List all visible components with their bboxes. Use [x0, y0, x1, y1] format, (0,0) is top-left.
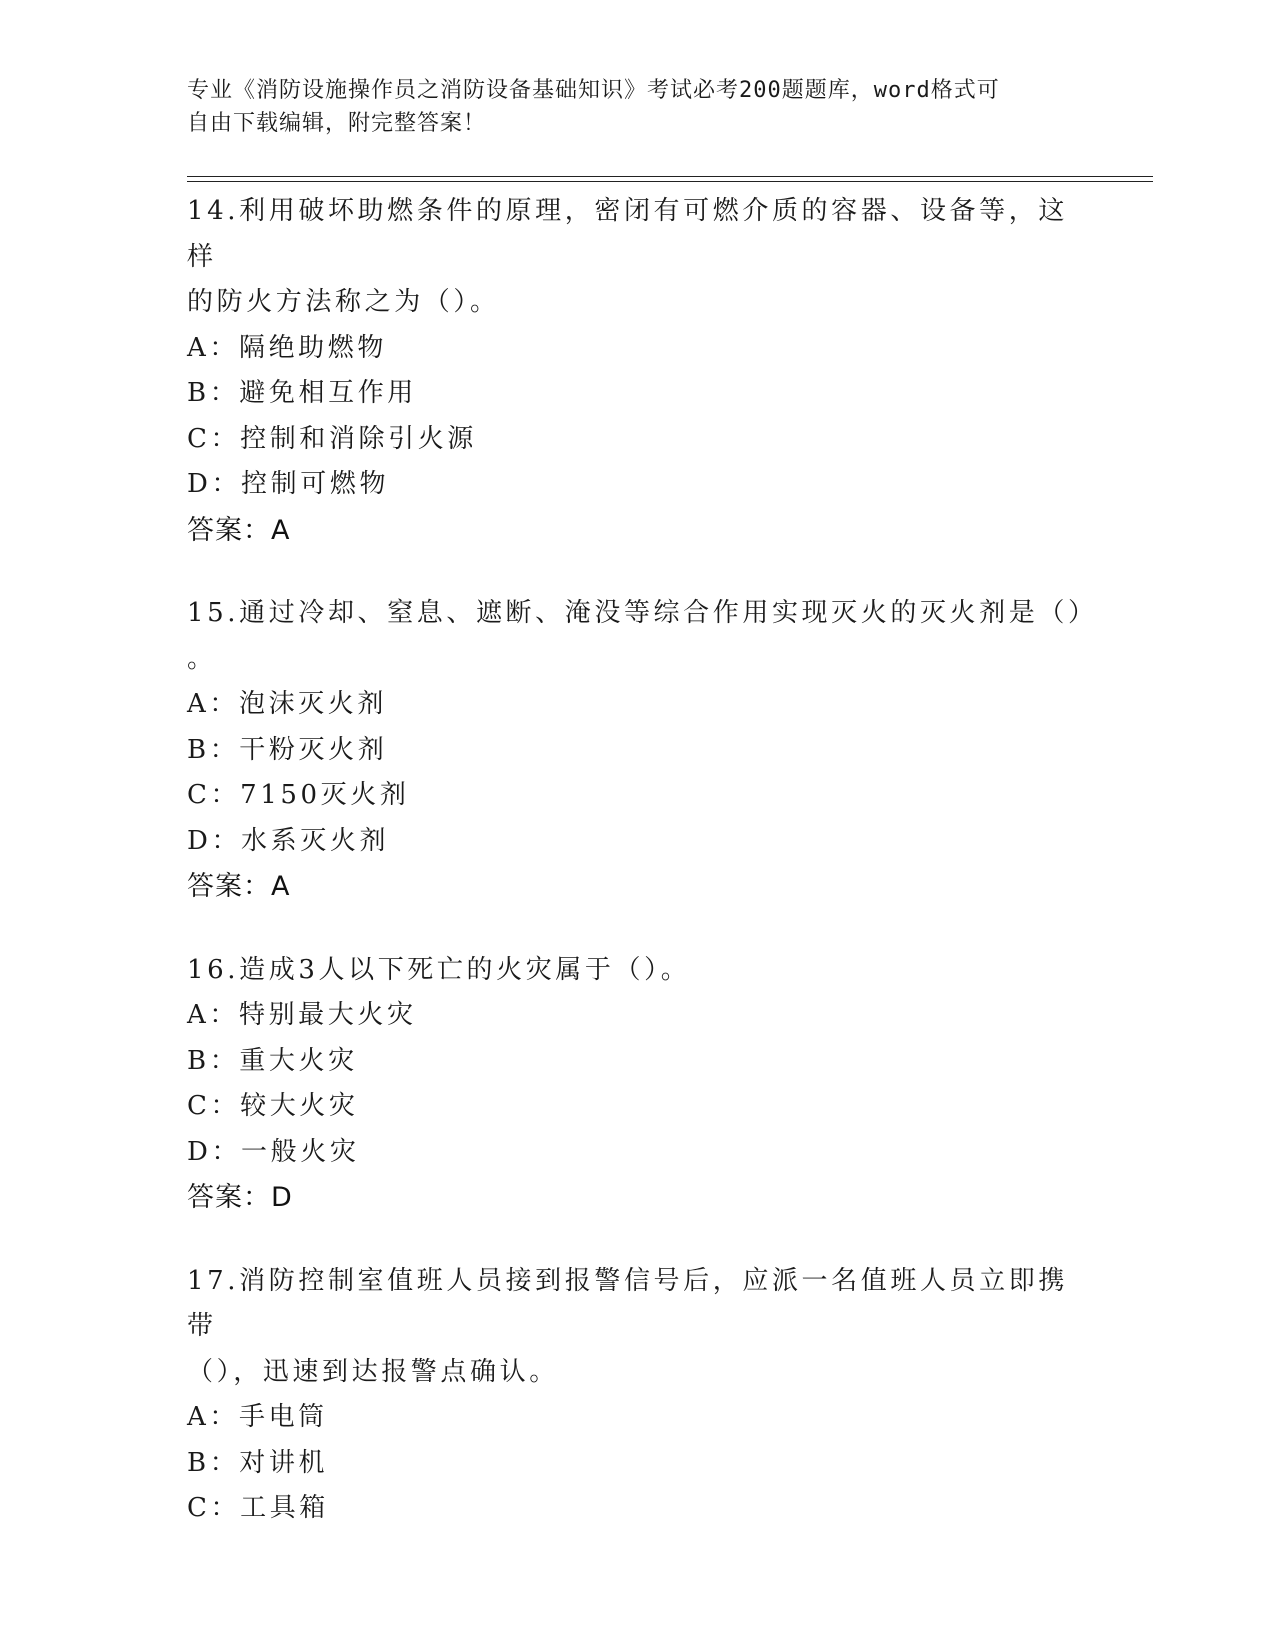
question-stem: 14.利用破坏助燃条件的原理，密闭有可燃介质的容器、设备等，这样	[187, 196, 1068, 272]
option-d: D：一般火灾	[187, 1136, 360, 1167]
option-b: B：干粉灭火剂	[187, 734, 388, 765]
question-15	[187, 591, 1098, 910]
option-a: A：手电筒	[187, 1402, 328, 1432]
option-a: A：特别最大火灾	[187, 1000, 417, 1030]
option-a: A：泡沫灭火剂	[187, 689, 387, 719]
option-d: D：控制可燃物	[187, 469, 390, 499]
question-list	[187, 189, 1098, 1570]
header-divider-top	[187, 176, 1153, 177]
header-divider-bottom	[187, 181, 1153, 182]
header-line-2: 自由下载编辑，附完整答案！	[187, 111, 487, 136]
option-c: C：7150灭火剂	[187, 780, 410, 810]
option-a: A：隔绝助燃物	[187, 332, 387, 363]
document-header	[187, 74, 1087, 140]
header-line-1: 专业《消防设施操作员之消防设备基础知识》考试必考200题题库，word格式可	[187, 78, 1000, 103]
option-c: C：较大火灾	[187, 1091, 359, 1121]
option-b: B：对讲机	[187, 1447, 329, 1478]
option-b: B：重大火灾	[187, 1045, 358, 1076]
question-stem-continued: （），迅速到达报警点确认。	[187, 1356, 559, 1387]
option-d: D：水系灭火剂	[187, 825, 390, 856]
question-14	[187, 189, 1087, 553]
answer-label: 答案：A	[187, 871, 291, 902]
option-b: B：避免相互作用	[187, 378, 417, 408]
question-stem: 15.通过冷却、窒息、遮断、淹没等综合作用实现灭火的灭火剂是（）	[187, 598, 1098, 628]
question-stem-continued: 。	[187, 643, 217, 674]
question-stem: 16.造成3人以下死亡的火灾属于（）。	[187, 954, 691, 985]
question-16	[187, 948, 1087, 1221]
answer-label: 答案：A	[187, 514, 291, 546]
question-17	[187, 1259, 1087, 1532]
question-stem-continued: 的防火方法称之为（）。	[187, 287, 500, 317]
question-stem: 17.消防控制室值班人员接到报警信号后，应派一名值班人员立即携带	[187, 1265, 1068, 1341]
option-c: C：控制和消除引火源	[187, 423, 477, 454]
answer-label: 答案：D	[187, 1182, 293, 1213]
option-c: C：工具箱	[187, 1493, 329, 1523]
